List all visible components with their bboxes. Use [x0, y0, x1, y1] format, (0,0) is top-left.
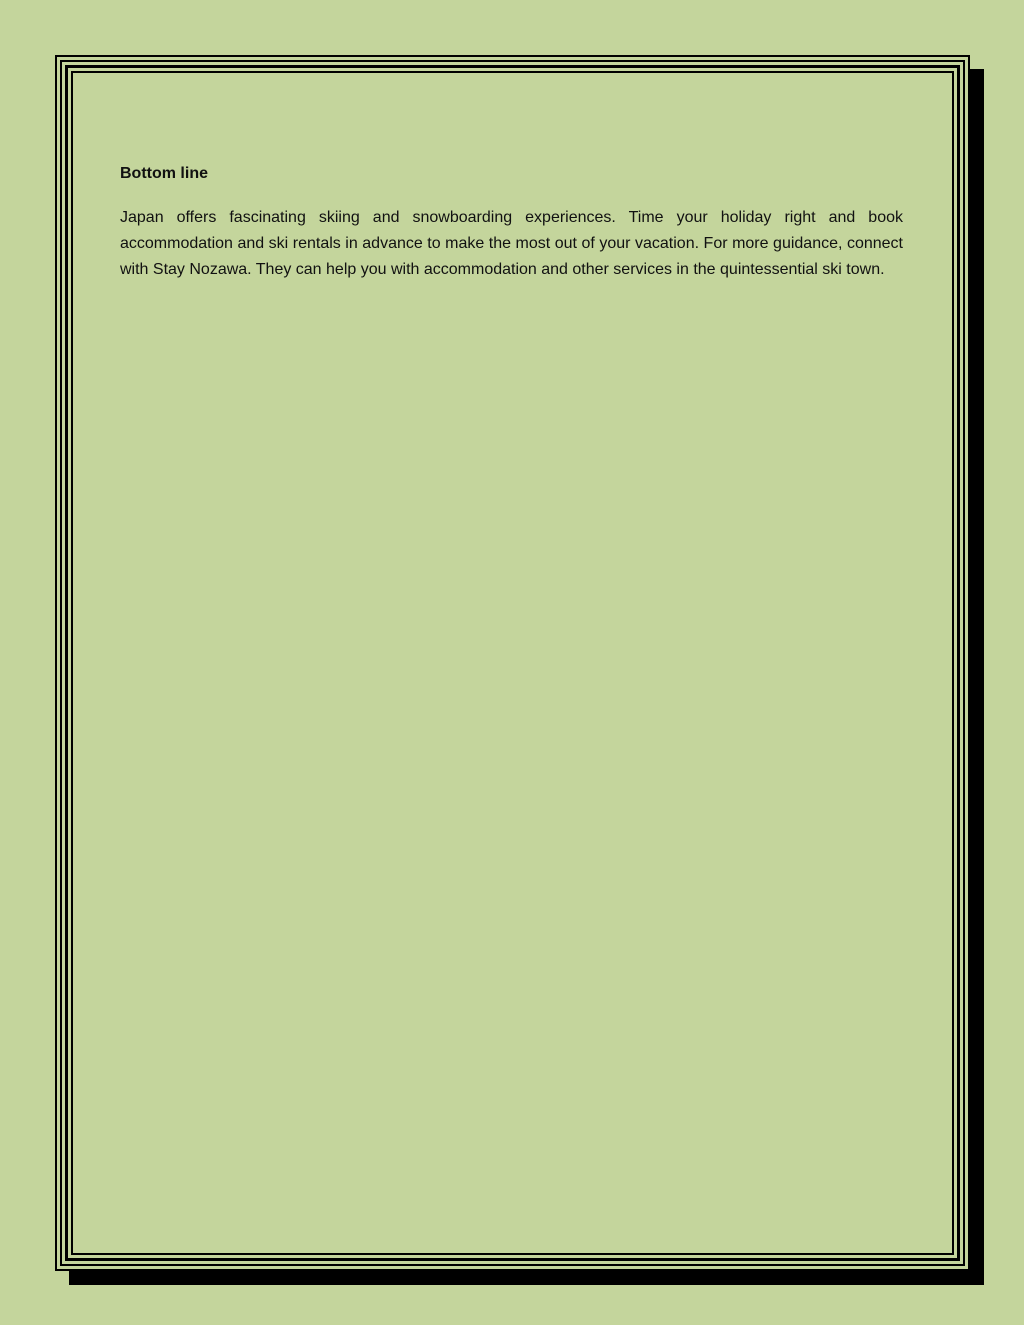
section-heading: Bottom line	[120, 165, 208, 182]
body-paragraph: Japan offers fascinating skiing and snowboarding experiences. Time your holiday right and book accommodation and ski rentals in advance to make the most out of your vacation. For more guidance, connect with Stay Nozawa. They can help you with accommodation and other services in the quintessential ski town.	[120, 209, 903, 278]
document-content	[120, 162, 903, 283]
